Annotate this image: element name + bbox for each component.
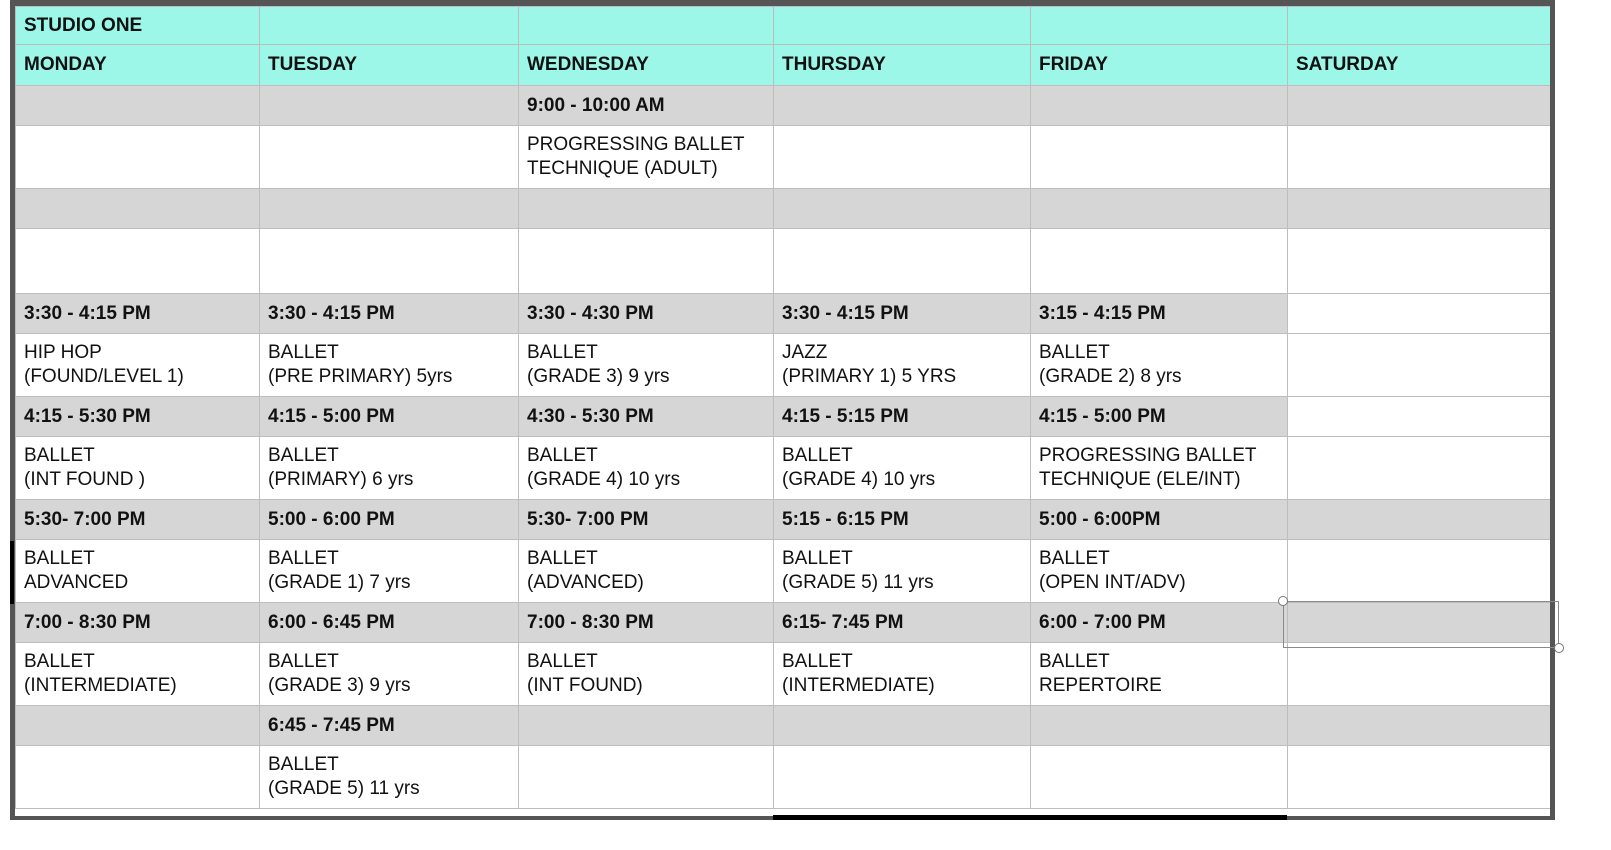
time-cell-monday[interactable] — [16, 189, 260, 229]
time-cell-friday[interactable]: 4:15 - 5:00 PM — [1031, 397, 1288, 437]
class-name: BALLET — [527, 548, 598, 569]
class-cell-wednesday[interactable] — [519, 643, 774, 706]
class-cell-thursday[interactable] — [774, 643, 1031, 706]
time-cell-tuesday[interactable]: 6:45 - 7:45 PM — [260, 706, 519, 746]
class-name: BALLET — [527, 445, 598, 466]
day-header-saturday[interactable]: SATURDAY — [1288, 45, 1552, 86]
header-cell[interactable] — [260, 7, 519, 45]
time-cell-thursday[interactable]: 6:15- 7:45 PM — [774, 603, 1031, 643]
studio-label-cell[interactable]: STUDIO ONE — [16, 7, 260, 45]
time-cell-saturday[interactable] — [1288, 500, 1552, 540]
time-cell-wednesday[interactable]: 7:00 - 8:30 PM — [519, 603, 774, 643]
time-cell-friday[interactable]: 5:00 - 6:00PM — [1031, 500, 1288, 540]
time-cell-thursday[interactable] — [774, 86, 1031, 126]
day-header-monday[interactable]: MONDAY — [16, 45, 260, 86]
schedule-sheet — [10, 0, 1555, 820]
class-cell-monday[interactable] — [16, 229, 260, 294]
header-cell[interactable] — [1288, 7, 1552, 45]
class-cell-monday[interactable] — [16, 334, 260, 397]
time-cell-monday[interactable] — [16, 86, 260, 126]
time-cell-tuesday[interactable] — [260, 189, 519, 229]
time-row — [16, 706, 1552, 746]
class-detail: (INT FOUND ) — [24, 469, 146, 490]
class-name: BALLET — [268, 445, 339, 466]
class-name: BALLET — [782, 548, 853, 569]
time-cell-wednesday[interactable]: 9:00 - 10:00 AM — [519, 86, 774, 126]
class-cell-thursday[interactable] — [774, 746, 1031, 809]
class-detail: (GRADE 5) 11 yrs — [782, 572, 934, 593]
class-name: BALLET — [1039, 651, 1110, 672]
row-selection-marker — [10, 541, 14, 604]
class-name: JAZZ — [782, 342, 828, 363]
class-name: BALLET — [782, 651, 853, 672]
time-cell-saturday[interactable] — [1288, 189, 1552, 229]
time-row — [16, 189, 1552, 229]
time-cell-friday[interactable] — [1031, 706, 1288, 746]
class-row — [16, 746, 1552, 809]
class-cell-tuesday[interactable] — [260, 334, 519, 397]
class-detail: (INTERMEDIATE) — [24, 675, 177, 696]
class-row — [16, 334, 1552, 397]
class-cell-tuesday[interactable] — [260, 746, 519, 809]
class-cell-tuesday[interactable] — [260, 540, 519, 603]
time-cell-thursday[interactable]: 3:30 - 4:15 PM — [774, 294, 1031, 334]
cell-selection-box[interactable] — [1283, 601, 1559, 648]
class-cell-wednesday[interactable] — [519, 334, 774, 397]
class-cell-friday[interactable] — [1031, 229, 1288, 294]
class-detail: (PRE PRIMARY) 5yrs — [268, 366, 453, 387]
class-row — [16, 437, 1552, 500]
class-cell-monday[interactable] — [16, 437, 260, 500]
class-name: PROGRESSING BALLET — [1039, 445, 1257, 466]
time-cell-wednesday[interactable]: 5:30- 7:00 PM — [519, 500, 774, 540]
time-cell-thursday[interactable]: 5:15 - 6:15 PM — [774, 500, 1031, 540]
class-detail: (FOUND/LEVEL 1) — [24, 366, 184, 387]
class-cell-saturday[interactable] — [1288, 643, 1552, 706]
time-cell-saturday[interactable] — [1288, 706, 1552, 746]
class-detail: (GRADE 5) 11 yrs — [268, 778, 420, 799]
selection-handle-top-left[interactable] — [1278, 596, 1288, 606]
class-detail: (PRIMARY) 6 yrs — [268, 469, 414, 490]
class-detail: (GRADE 3) 9 yrs — [268, 675, 411, 696]
class-detail: TECHNIQUE (ADULT) — [527, 158, 718, 179]
class-detail: (ADVANCED) — [527, 572, 644, 593]
time-cell-wednesday[interactable] — [519, 189, 774, 229]
class-cell-monday[interactable] — [16, 746, 260, 809]
class-cell-monday[interactable] — [16, 126, 260, 189]
class-cell-friday[interactable] — [1031, 746, 1288, 809]
class-cell-wednesday[interactable] — [519, 540, 774, 603]
time-cell-monday[interactable]: 4:15 - 5:30 PM — [16, 397, 260, 437]
class-cell-monday[interactable] — [16, 643, 260, 706]
class-name: BALLET — [268, 548, 339, 569]
class-detail: ADVANCED — [24, 572, 129, 593]
class-cell-wednesday[interactable] — [519, 437, 774, 500]
class-cell-tuesday[interactable] — [260, 437, 519, 500]
time-cell-wednesday[interactable] — [519, 706, 774, 746]
class-cell-tuesday[interactable] — [260, 643, 519, 706]
class-detail: (GRADE 1) 7 yrs — [268, 572, 411, 593]
class-name: BALLET — [782, 445, 853, 466]
class-cell-saturday[interactable] — [1288, 126, 1552, 189]
class-cell-wednesday[interactable] — [519, 746, 774, 809]
class-name: BALLET — [24, 651, 95, 672]
class-detail: (GRADE 4) 10 yrs — [527, 469, 681, 490]
class-name: BALLET — [527, 342, 598, 363]
class-name: HIP HOP — [24, 342, 102, 363]
class-detail: TECHNIQUE (ELE/INT) — [1039, 469, 1241, 490]
class-cell-tuesday[interactable] — [260, 126, 519, 189]
class-detail: (OPEN INT/ADV) — [1039, 572, 1186, 593]
day-header-wednesday[interactable]: WEDNESDAY — [519, 45, 774, 86]
class-cell-saturday[interactable] — [1288, 437, 1552, 500]
class-cell-wednesday[interactable] — [519, 229, 774, 294]
class-cell-friday[interactable] — [1031, 334, 1288, 397]
time-cell-tuesday[interactable]: 5:00 - 6:00 PM — [260, 500, 519, 540]
time-cell-monday[interactable]: 7:00 - 8:30 PM — [16, 603, 260, 643]
class-cell-saturday[interactable] — [1288, 334, 1552, 397]
day-header-thursday[interactable]: THURSDAY — [774, 45, 1031, 86]
schedule-table — [15, 6, 1552, 809]
selection-handle-bottom-right[interactable] — [1554, 643, 1564, 653]
time-cell-thursday[interactable]: 4:15 - 5:15 PM — [774, 397, 1031, 437]
day-header-tuesday[interactable]: TUESDAY — [260, 45, 519, 86]
time-cell-monday[interactable] — [16, 706, 260, 746]
class-cell-friday[interactable] — [1031, 437, 1288, 500]
class-row — [16, 229, 1552, 294]
class-detail: REPERTOIRE — [1039, 675, 1162, 696]
time-cell-tuesday[interactable]: 3:30 - 4:15 PM — [260, 294, 519, 334]
studio-header-row — [16, 7, 1552, 45]
class-detail: (GRADE 3) 9 yrs — [527, 366, 670, 387]
time-cell-saturday[interactable] — [1288, 86, 1552, 126]
time-cell-thursday[interactable] — [774, 189, 1031, 229]
column-selection-marker — [773, 815, 1287, 820]
class-name: BALLET — [24, 445, 95, 466]
time-cell-wednesday[interactable]: 3:30 - 4:30 PM — [519, 294, 774, 334]
class-name: BALLET — [1039, 342, 1110, 363]
class-detail: (INTERMEDIATE) — [782, 675, 935, 696]
class-cell-saturday[interactable] — [1288, 229, 1552, 294]
time-row — [16, 397, 1552, 437]
class-row — [16, 643, 1552, 706]
class-cell-thursday[interactable] — [774, 540, 1031, 603]
time-cell-friday[interactable]: 3:15 - 4:15 PM — [1031, 294, 1288, 334]
class-cell-friday[interactable] — [1031, 540, 1288, 603]
class-name: BALLET — [268, 342, 339, 363]
class-name: BALLET — [268, 754, 339, 775]
time-cell-tuesday[interactable]: 6:00 - 6:45 PM — [260, 603, 519, 643]
class-detail: (GRADE 4) 10 yrs — [782, 469, 936, 490]
time-cell-tuesday[interactable] — [260, 86, 519, 126]
time-cell-saturday[interactable] — [1288, 294, 1552, 334]
time-cell-friday[interactable] — [1031, 189, 1288, 229]
time-cell-saturday[interactable] — [1288, 397, 1552, 437]
time-cell-monday[interactable]: 5:30- 7:00 PM — [16, 500, 260, 540]
time-row — [16, 500, 1552, 540]
class-cell-monday[interactable] — [16, 540, 260, 603]
class-name: PROGRESSING BALLET — [527, 134, 745, 155]
class-cell-thursday[interactable] — [774, 334, 1031, 397]
class-cell-thursday[interactable] — [774, 229, 1031, 294]
class-row — [16, 540, 1552, 603]
class-name: BALLET — [527, 651, 598, 672]
class-detail: (INT FOUND) — [527, 675, 643, 696]
day-header-row — [16, 45, 1552, 86]
day-header-friday[interactable]: FRIDAY — [1031, 45, 1288, 86]
time-row — [16, 294, 1552, 334]
class-name: BALLET — [268, 651, 339, 672]
class-detail: (GRADE 2) 8 yrs — [1039, 366, 1182, 387]
time-row — [16, 86, 1552, 126]
header-cell[interactable] — [774, 7, 1031, 45]
class-name: BALLET — [24, 548, 95, 569]
header-cell[interactable] — [519, 7, 774, 45]
time-cell-friday[interactable] — [1031, 86, 1288, 126]
class-cell-tuesday[interactable] — [260, 229, 519, 294]
class-cell-thursday[interactable] — [774, 126, 1031, 189]
class-cell-wednesday[interactable] — [519, 126, 774, 189]
time-cell-monday[interactable]: 3:30 - 4:15 PM — [16, 294, 260, 334]
time-cell-wednesday[interactable]: 4:30 - 5:30 PM — [519, 397, 774, 437]
class-cell-saturday[interactable] — [1288, 746, 1552, 809]
class-cell-friday[interactable] — [1031, 643, 1288, 706]
class-name: BALLET — [1039, 548, 1110, 569]
class-cell-saturday[interactable] — [1288, 540, 1552, 603]
class-cell-friday[interactable] — [1031, 126, 1288, 189]
header-cell[interactable] — [1031, 7, 1288, 45]
time-cell-tuesday[interactable]: 4:15 - 5:00 PM — [260, 397, 519, 437]
class-cell-thursday[interactable] — [774, 437, 1031, 500]
time-cell-thursday[interactable] — [774, 706, 1031, 746]
class-detail: (PRIMARY 1) 5 YRS — [782, 366, 957, 387]
time-cell-friday[interactable]: 6:00 - 7:00 PM — [1031, 603, 1288, 643]
class-row — [16, 126, 1552, 189]
